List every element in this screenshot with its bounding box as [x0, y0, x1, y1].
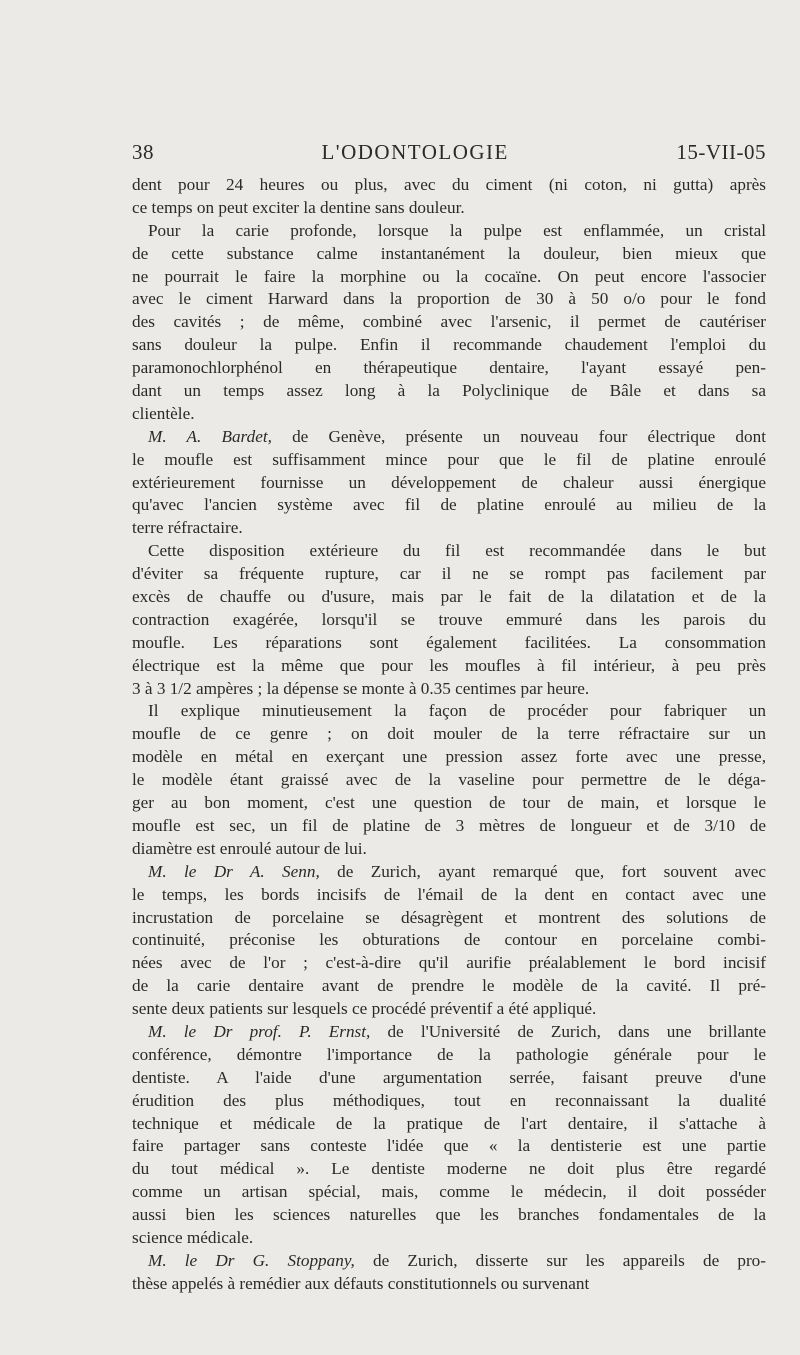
text-line: continuité, préconise les obturations de contour en porcelaine combi- [132, 930, 766, 950]
speaker-name: M. le Dr G. Stoppany, [148, 1250, 355, 1270]
page-number: 38 [132, 140, 154, 164]
text-line: ger au bon moment, c'est une question de tour de main, et lorsque le [132, 793, 766, 813]
text-line: avec le ciment Harward dans la proportion de 30 à 50 o/o pour le fond [132, 289, 766, 309]
page [132, 140, 766, 1296]
text-line: incrustation de porcelaine se désagrègent et montrent des solutions de [132, 907, 766, 927]
text-line: de la carie dentaire avant de prendre le modèle de la cavité. Il pré- [132, 976, 766, 996]
text-line: dant un temps assez long à la Polyclinique de Bâle et dans sa [132, 381, 766, 401]
text-line: moufle est sec, un fil de platine de 3 mètres de longueur et de 3/10 de [132, 815, 766, 835]
text-line: diamètre est enroulé autour de lui. [132, 838, 367, 858]
speaker-name: M. A. Bardet, [148, 426, 272, 446]
text-line: le modèle étant graissé avec de la vaseline pour permettre de le déga- [132, 770, 766, 790]
speaker-name: M. le Dr A. Senn, [148, 861, 320, 881]
paragraph [132, 220, 766, 426]
text-line: dent pour 24 heures ou plus, avec du ciment (ni coton, ni gutta) après [132, 175, 766, 194]
paragraph [132, 426, 766, 540]
text-line: érudition des plus méthodiques, tout en reconnaissant la dualité [132, 1090, 766, 1110]
text-line: Pour la carie profonde, lorsque la pulpe est enflammée, un cristal [148, 220, 766, 240]
text-line: faire partager sans conteste l'idée que « la dentisterie est une partie [132, 1136, 766, 1156]
text-line: le moufle est suffisamment mince pour que le fil de platine enroulé [132, 449, 766, 469]
text-line: thèse appelés à remédier aux défauts constitutionnels ou survenant [132, 1273, 590, 1293]
text-line: M. le Dr prof. P. Ernst, de l'Université de Zurich, dans une brillante [148, 1021, 766, 1041]
text-line: Cette disposition extérieure du fil est recommandée dans le but [148, 541, 766, 561]
text-line: paramonochlorphénol en thérapeutique dentaire, l'ayant essayé pen- [132, 358, 766, 378]
text-line: science médicale. [132, 1227, 254, 1247]
journal-title: L'ODONTOLOGIE [321, 140, 509, 164]
text-line: ne pourrait le faire la morphine ou la cocaïne. On peut encore l'associer [132, 266, 766, 286]
speaker-name: M. le Dr prof. P. Ernst, [148, 1021, 371, 1041]
text-line: 3 à 3 1/2 ampères ; la dépense se monte à 0.35 centimes par heure. [132, 678, 590, 698]
paragraph [132, 1021, 766, 1250]
text-line: clientèle. [132, 403, 195, 423]
text-line: comme un artisan spécial, mais, comme le médecin, il doit posséder [132, 1182, 766, 1202]
running-header [132, 140, 766, 172]
text-line: contraction exagérée, lorsqu'il se trouve emmuré dans les parois du [132, 609, 766, 629]
text-line: sente deux patients sur lesquels ce procédé préventif a été appliqué. [132, 999, 597, 1019]
text-line: extérieurement fournisse un développement de chaleur aussi énergique [132, 472, 766, 492]
paragraph [132, 174, 766, 220]
text-line: M. A. Bardet, de Genève, présente un nouveau four électrique dont [148, 426, 766, 446]
text-line: moufle de ce genre ; on doit mouler de la terre réfractaire sur un [132, 724, 766, 744]
text-line: le temps, les bords incisifs de l'émail de la dent en contact avec une [132, 884, 766, 904]
text-line: technique et médicale de la pratique de l'art dentaire, il s'attache à [132, 1113, 766, 1133]
paragraph [132, 700, 766, 860]
issue-date: 15-VII-05 [676, 140, 766, 164]
text-line: M. le Dr G. Stoppany, de Zurich, disserte sur les appareils de pro- [148, 1250, 766, 1270]
paragraph [132, 1250, 766, 1296]
text-line: aussi bien les sciences naturelles que les branches fondamentales de la [132, 1205, 766, 1225]
text-line: ce temps on peut exciter la dentine sans douleur. [132, 197, 465, 217]
text-line: électrique est la même que pour les moufles à fil intérieur, à peu près [132, 655, 766, 675]
text-line: M. le Dr A. Senn, de Zurich, ayant remarqué que, fort souvent avec [148, 861, 766, 881]
text-line: du tout médical ». Le dentiste moderne ne doit plus être regardé [132, 1159, 766, 1179]
text-line: terre réfractaire. [132, 518, 243, 538]
text-line: des cavités ; de même, combiné avec l'arsenic, il permet de cautériser [132, 312, 766, 332]
text-line: conférence, démontre l'importance de la pathologie générale pour le [132, 1044, 766, 1064]
text-line: dentiste. A l'aide d'une argumentation serrée, faisant preuve d'une [132, 1067, 766, 1087]
text-line: excès de chauffe ou d'usure, mais par le fait de la dilatation et de la [132, 587, 766, 607]
text-line: nées avec de l'or ; c'est-à-dire qu'il aurifie préalablement le bord incisif [132, 953, 766, 973]
text-line: de cette substance calme instantanément la douleur, bien mieux que [132, 243, 766, 263]
paragraph [132, 540, 766, 700]
article-body [132, 174, 766, 1296]
text-line: moufle. Les réparations sont également facilitées. La consommation [132, 632, 766, 652]
text-line: modèle en métal en exerçant une pression assez forte avec une presse, [132, 747, 766, 767]
text-line: sans douleur la pulpe. Enfin il recommande chaudement l'emploi du [132, 335, 766, 355]
text-line: Il explique minutieusement la façon de procéder pour fabriquer un [148, 701, 766, 721]
text-line: qu'avec l'ancien système avec fil de platine enroulé au milieu de la [132, 495, 766, 515]
text-line: d'éviter sa fréquente rupture, car il ne se rompt pas facilement par [132, 564, 766, 584]
paragraph [132, 861, 766, 1021]
